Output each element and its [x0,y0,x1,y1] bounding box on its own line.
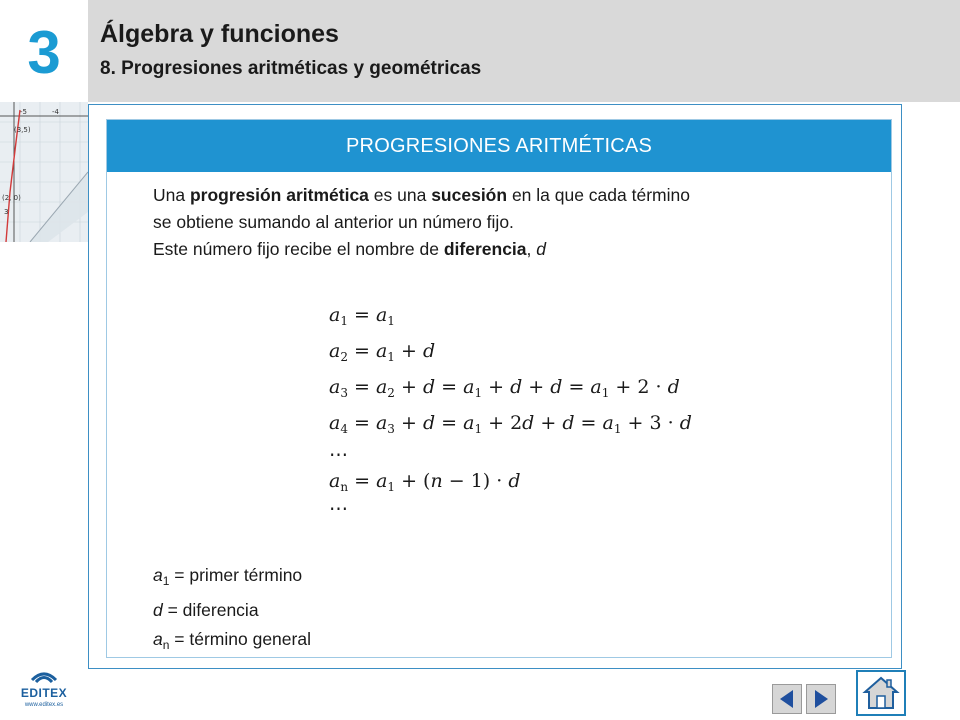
text-span: se obtiene sumando al anterior un número fijo. [153,212,514,232]
graph-illustration [0,102,88,242]
graph-label: 3 [4,208,9,216]
symbol: a [153,629,163,649]
term-bold: diferencia [443,239,527,259]
logo-mark-icon [14,666,74,686]
text-span: Este número fijo recibe el nombre de [153,239,444,259]
subscript: 1 [162,574,170,588]
subscript: n [162,638,170,652]
triangle-left-icon [773,685,801,713]
logo-text: EDITEX [20,686,68,700]
logo-url: www.editex.es [24,702,64,708]
editex-logo [14,666,74,712]
ellipsis: ⋯ [329,444,351,466]
graph-label: -4 [52,108,59,116]
variable-d: d [536,239,546,259]
next-button[interactable] [806,684,836,714]
legend-a1 [153,561,653,596]
previous-button[interactable] [772,684,802,714]
content-card [106,119,892,658]
triangle-right-icon [807,685,835,713]
legend-text: = primer término [169,565,303,585]
definition-text [153,182,853,263]
text-span: es una [368,185,432,205]
page-title: Álgebra y funciones [100,20,339,48]
term-bold: progresión aritmética [189,185,369,205]
ellipsis: ⋯ [329,498,351,520]
symbol: d [153,600,163,620]
legend-text: = término general [169,629,311,649]
text-span: Una [153,185,190,205]
formula-a1: $a_1 = a_1$ [329,304,395,328]
term-bold: sucesión [431,185,508,205]
graph-label: -5 [20,108,27,116]
card-title: PROGRESIONES ARITMÉTICAS [346,135,652,157]
home-button[interactable] [856,670,906,716]
chapter-box [0,0,88,102]
header-band [88,0,960,102]
symbol: a [153,565,163,585]
chapter-number: 3 [27,19,61,86]
text-span: , [526,239,537,259]
content-frame [88,104,902,669]
legend-d [153,596,653,625]
graph-label: (3,5) [14,126,31,134]
home-icon [858,672,904,714]
formula-a4: $a_4 = a_3 + d = a_1 + 2d + d = a_1 + 3 \cdot d$ [329,412,692,436]
formula-an: $a_n = a_1 + (n - 1) \cdot d$ [329,470,521,494]
legend-an [153,625,653,660]
formula-a2: $a_2 = a_1 + d$ [329,340,436,364]
legend-text: = diferencia [162,600,259,620]
formula-a3: $a_3 = a_2 + d = a_1 + d + d = a_1 + 2 \cdot d$ [329,376,680,400]
legend [153,561,653,660]
graph-label: (2, 0) [2,194,21,202]
text-span: en la que cada término [507,185,690,205]
card-header [107,120,891,172]
page-subtitle: 8. Progresiones aritméticas y geométricas [100,58,482,79]
